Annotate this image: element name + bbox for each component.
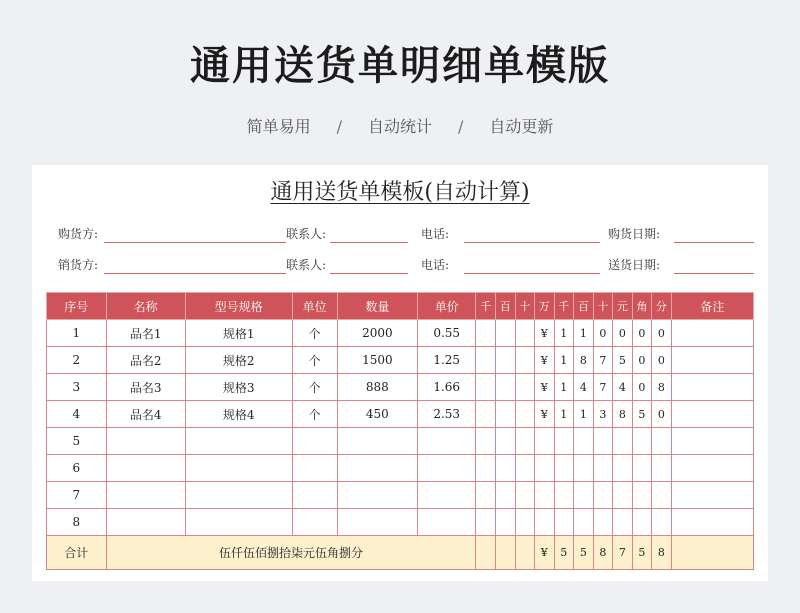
cell-digit [574, 482, 594, 509]
total-digit [476, 536, 496, 570]
feature-tags [0, 114, 800, 137]
cell-digit: 4 [574, 374, 594, 401]
table-row [47, 347, 754, 374]
total-digit: 5 [632, 536, 652, 570]
cell-digit: 1 [554, 347, 574, 374]
phone-field[interactable] [464, 273, 600, 274]
cell-model[interactable]: 规格3 [185, 374, 292, 401]
cell-digit [476, 401, 496, 428]
cell-digit: 0 [632, 347, 652, 374]
delivery-date-label: 送货日期: [608, 258, 661, 272]
cell-price[interactable] [417, 428, 476, 455]
cell-digit [632, 482, 652, 509]
cell-digit [496, 347, 516, 374]
cell-name[interactable] [106, 428, 185, 455]
total-digit: 8 [652, 536, 672, 570]
total-digit: ¥ [535, 536, 555, 570]
cell-digit: 3 [593, 401, 613, 428]
cell-digit [613, 428, 633, 455]
cell-no[interactable]: 1 [47, 320, 107, 347]
header-model: 型号规格 [185, 293, 292, 320]
delivery-sheet [32, 165, 768, 581]
cell-qty[interactable] [337, 455, 417, 482]
buyer-label: 购货方: [58, 227, 99, 241]
cell-digit: 7 [593, 347, 613, 374]
table-row [47, 320, 754, 347]
cell-digit [574, 509, 594, 536]
cell-digit [515, 374, 535, 401]
cell-digit [476, 347, 496, 374]
cell-digit [476, 455, 496, 482]
cell-note[interactable] [671, 482, 753, 509]
delivery-date-field[interactable] [674, 273, 754, 274]
table-row [47, 374, 754, 401]
cell-digit: 1 [554, 374, 574, 401]
cell-digit [476, 509, 496, 536]
header-digit: 角 [632, 293, 652, 320]
header-digit: 万 [535, 293, 555, 320]
tag-auto-update: 自动更新 [489, 117, 554, 136]
cell-price[interactable]: 1.25 [417, 347, 476, 374]
contact-label: 联系人: [286, 227, 327, 241]
total-digit: 8 [593, 536, 613, 570]
cell-unit[interactable]: 个 [292, 320, 337, 347]
cell-qty[interactable]: 450 [337, 401, 417, 428]
cell-digit [535, 428, 555, 455]
cell-unit[interactable] [292, 509, 337, 536]
header-unit: 单位 [292, 293, 337, 320]
seller-label: 销货方: [58, 258, 99, 272]
cell-digit [632, 455, 652, 482]
cell-name[interactable] [106, 455, 185, 482]
cell-digit: 1 [574, 401, 594, 428]
cell-name[interactable]: 品名2 [106, 347, 185, 374]
phone-label: 电话: [421, 258, 450, 272]
cell-digit: ¥ [535, 374, 555, 401]
cell-digit [593, 455, 613, 482]
header-name: 名称 [106, 293, 185, 320]
cell-digit: 0 [652, 401, 672, 428]
cell-digit: 0 [632, 374, 652, 401]
cell-digit [574, 428, 594, 455]
table-row [47, 401, 754, 428]
cell-no[interactable]: 4 [47, 401, 107, 428]
cell-digit [496, 374, 516, 401]
cell-digit [476, 428, 496, 455]
cell-price[interactable] [417, 509, 476, 536]
cell-digit: 0 [593, 320, 613, 347]
header-digit: 十 [593, 293, 613, 320]
cell-name[interactable] [106, 482, 185, 509]
total-digit [496, 536, 516, 570]
cell-digit: 5 [632, 401, 652, 428]
cell-digit: 0 [613, 320, 633, 347]
cell-note[interactable] [671, 428, 753, 455]
cell-digit: ¥ [535, 320, 555, 347]
cell-qty[interactable]: 2000 [337, 320, 417, 347]
buy-date-label: 购货日期: [608, 227, 661, 241]
cell-digit: 0 [652, 320, 672, 347]
total-digit: 5 [554, 536, 574, 570]
cell-price[interactable] [417, 455, 476, 482]
cell-price[interactable]: 2.53 [417, 401, 476, 428]
buyer-field[interactable] [104, 242, 286, 243]
cell-digit: 0 [632, 320, 652, 347]
cell-digit [515, 509, 535, 536]
cell-digit [593, 509, 613, 536]
cell-price[interactable] [417, 482, 476, 509]
cell-digit [476, 320, 496, 347]
cell-price[interactable]: 0.55 [417, 320, 476, 347]
cell-digit [652, 509, 672, 536]
total-digit [515, 536, 535, 570]
cell-digit [515, 401, 535, 428]
total-row [47, 536, 754, 570]
cell-digit: 8 [652, 374, 672, 401]
cell-note[interactable] [671, 401, 753, 428]
phone-label: 电话: [421, 227, 450, 241]
cell-model[interactable]: 规格4 [185, 401, 292, 428]
cell-no[interactable]: 5 [47, 428, 107, 455]
table-row [47, 455, 754, 482]
total-label: 合计 [47, 536, 107, 570]
header-digit: 百 [574, 293, 594, 320]
table-row [47, 482, 754, 509]
cell-digit [652, 455, 672, 482]
cell-unit[interactable] [292, 455, 337, 482]
header-price: 单价 [417, 293, 476, 320]
cell-digit: 7 [593, 374, 613, 401]
cell-digit: 1 [554, 320, 574, 347]
cell-digit [515, 347, 535, 374]
header-digit: 千 [554, 293, 574, 320]
cell-unit[interactable] [292, 482, 337, 509]
page-title: 通用送货单明细单模版 [190, 43, 610, 89]
header-no: 序号 [47, 293, 107, 320]
cell-digit [632, 428, 652, 455]
tag-separator: / [458, 117, 464, 136]
header-digit: 十 [515, 293, 535, 320]
cell-qty[interactable] [337, 428, 417, 455]
cell-no[interactable]: 7 [47, 482, 107, 509]
cell-qty[interactable]: 888 [337, 374, 417, 401]
cell-digit [632, 509, 652, 536]
cell-qty[interactable] [337, 482, 417, 509]
header-note: 备注 [671, 293, 753, 320]
cell-digit: 4 [613, 374, 633, 401]
cell-name[interactable]: 品名1 [106, 320, 185, 347]
cell-digit [554, 509, 574, 536]
table-row [47, 509, 754, 536]
cell-model[interactable] [185, 455, 292, 482]
cell-model[interactable]: 规格2 [185, 347, 292, 374]
tag-separator: / [336, 117, 342, 136]
sheet-title: 通用送货单模板(自动计算) [270, 180, 530, 205]
header-qty: 数量 [337, 293, 417, 320]
cell-note[interactable] [671, 320, 753, 347]
cell-digit [593, 482, 613, 509]
tag-auto-stat: 自动统计 [367, 117, 432, 136]
cell-digit [515, 455, 535, 482]
cell-digit [652, 482, 672, 509]
cell-qty[interactable] [337, 509, 417, 536]
cell-digit [535, 482, 555, 509]
contact-field[interactable] [330, 242, 408, 243]
cell-unit[interactable] [292, 428, 337, 455]
table-header [47, 293, 754, 320]
cell-qty[interactable]: 1500 [337, 347, 417, 374]
cell-model[interactable] [185, 482, 292, 509]
cell-digit [496, 509, 516, 536]
header-digit: 分 [652, 293, 672, 320]
cell-no[interactable]: 6 [47, 455, 107, 482]
cell-digit [496, 401, 516, 428]
cell-digit: 1 [574, 320, 594, 347]
phone-field[interactable] [464, 242, 600, 243]
cell-name[interactable] [106, 509, 185, 536]
cell-digit [554, 428, 574, 455]
cell-digit: 8 [613, 401, 633, 428]
cell-digit [515, 482, 535, 509]
cell-model[interactable] [185, 428, 292, 455]
cell-model[interactable] [185, 509, 292, 536]
header-digit: 千 [476, 293, 496, 320]
cell-digit: ¥ [535, 401, 555, 428]
contact-field[interactable] [330, 273, 408, 274]
cell-digit [554, 482, 574, 509]
cell-digit [535, 455, 555, 482]
cell-name[interactable]: 品名4 [106, 401, 185, 428]
cell-digit [613, 455, 633, 482]
table-row [47, 428, 754, 455]
cell-note[interactable] [671, 455, 753, 482]
total-digit: 7 [613, 536, 633, 570]
total-digit: 5 [574, 536, 594, 570]
cell-digit [593, 428, 613, 455]
cell-no[interactable]: 2 [47, 347, 107, 374]
cell-digit [652, 428, 672, 455]
header-digit: 百 [496, 293, 516, 320]
cell-no[interactable]: 8 [47, 509, 107, 536]
cell-digit: 5 [613, 347, 633, 374]
cell-digit [496, 320, 516, 347]
cell-unit[interactable]: 个 [292, 347, 337, 374]
cell-digit: 0 [652, 347, 672, 374]
contact-label: 联系人: [286, 258, 327, 272]
cell-digit [496, 428, 516, 455]
cell-note[interactable] [671, 347, 753, 374]
cell-no[interactable]: 3 [47, 374, 107, 401]
cell-digit [515, 428, 535, 455]
cell-digit [554, 455, 574, 482]
cell-digit: 1 [554, 401, 574, 428]
seller-field[interactable] [104, 273, 286, 274]
cell-digit [574, 455, 594, 482]
cell-digit: 8 [574, 347, 594, 374]
total-amount-words: 伍仟伍佰捌拾柒元伍角捌分 [106, 536, 476, 570]
cell-note[interactable] [671, 374, 753, 401]
cell-digit [613, 482, 633, 509]
cell-digit [476, 482, 496, 509]
items-table [46, 292, 754, 570]
cell-unit[interactable]: 个 [292, 374, 337, 401]
cell-model[interactable]: 规格1 [185, 320, 292, 347]
cell-unit[interactable]: 个 [292, 401, 337, 428]
cell-digit [613, 509, 633, 536]
cell-name[interactable]: 品名3 [106, 374, 185, 401]
cell-digit: ¥ [535, 347, 555, 374]
total-note [671, 536, 753, 570]
cell-price[interactable]: 1.66 [417, 374, 476, 401]
cell-digit [476, 374, 496, 401]
header-digit: 元 [613, 293, 633, 320]
cell-digit [515, 320, 535, 347]
cell-note[interactable] [671, 509, 753, 536]
tag-easy: 简单易用 [246, 117, 311, 136]
cell-digit [535, 509, 555, 536]
buy-date-field[interactable] [674, 242, 754, 243]
cell-digit [496, 482, 516, 509]
cell-digit [496, 455, 516, 482]
